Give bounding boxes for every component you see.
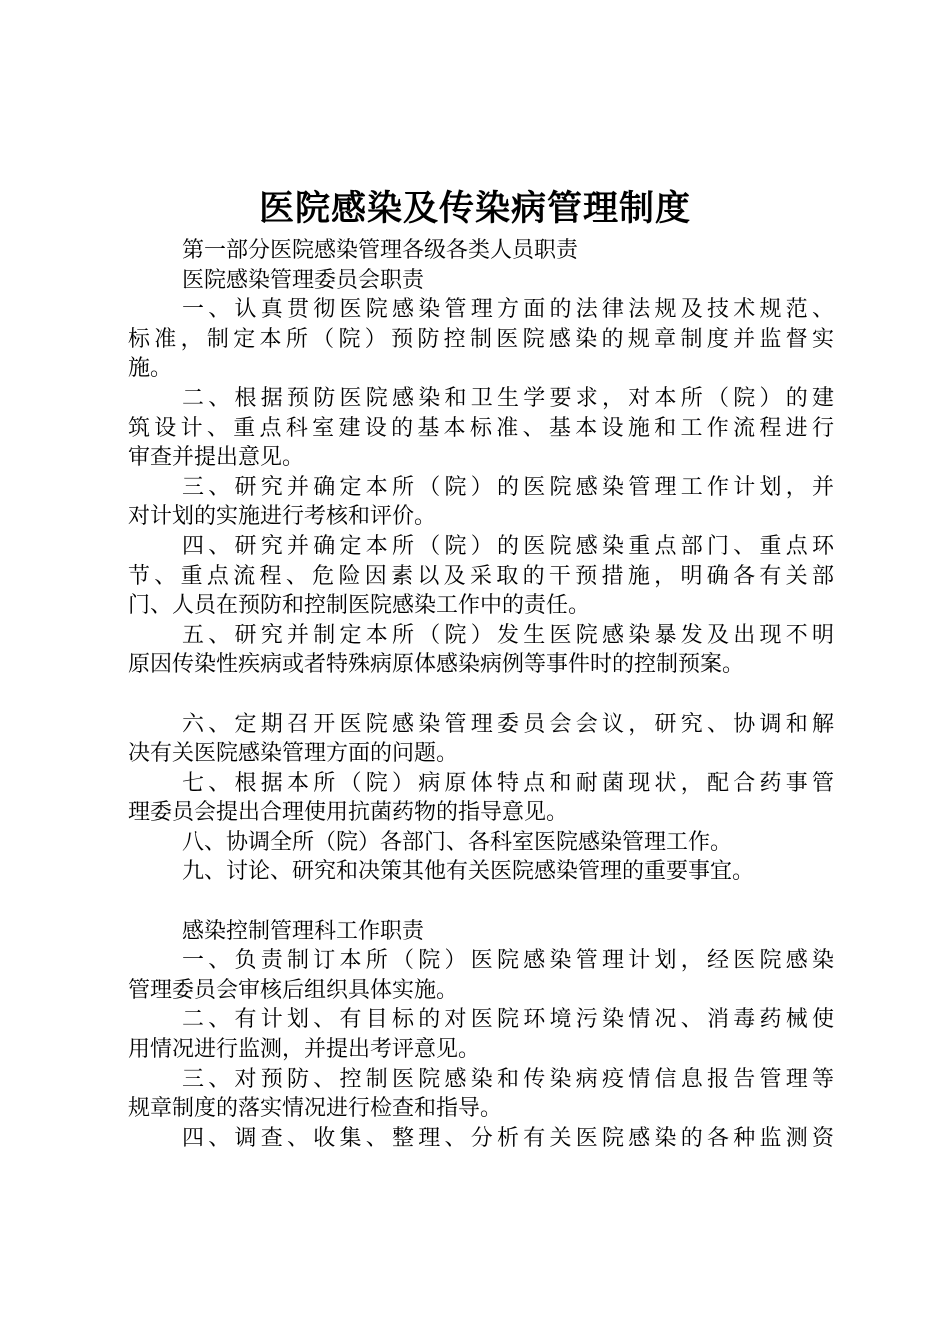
paragraph-line: 五、研究并制定本所（院）发生医院感染暴发及出现不明: [182, 622, 834, 648]
paragraph-line: 原因传染性疾病或者特殊病原体感染病例等事件时的控制预案。: [128, 652, 745, 678]
paragraph-line: 三、研究并确定本所（院）的医院感染管理工作计划，并: [182, 474, 834, 500]
paragraph-line: 一、认真贯彻医院感染管理方面的法律法规及技术规范、: [182, 297, 834, 323]
paragraph-line: 六、定期召开医院感染管理委员会会议，研究、协调和解: [182, 711, 834, 737]
paragraph-line: 门、人员在预防和控制医院感染工作中的责任。: [128, 593, 591, 619]
paragraph-line: 七、根据本所（院）病原体特点和耐菌现状，配合药事管: [182, 770, 834, 796]
blank-line: [128, 680, 834, 710]
paragraph-line: 决有关医院感染管理方面的问题。: [128, 741, 459, 767]
paragraph-line: 八、协调全所（院）各部门、各科室医院感染管理工作。: [182, 829, 733, 855]
subsection-heading: 医院感染管理委员会职责: [182, 267, 425, 293]
paragraph-line: 四、研究并确定本所（院）的医院感染重点部门、重点环: [182, 533, 834, 559]
paragraph-line: 对计划的实施进行考核和评价。: [128, 504, 437, 530]
paragraph-line: 筑设计、重点科室建设的基本标准、基本设施和工作流程进行: [128, 415, 834, 441]
paragraph-line: 施。: [128, 356, 173, 382]
paragraph-line: 审查并提出意见。: [128, 445, 305, 471]
paragraph-line: 节、重点流程、危险因素以及采取的干预措施，明确各有关部: [128, 563, 834, 589]
document-title: 医院感染及传染病管理制度: [258, 188, 691, 229]
section-heading: 第一部分医院感染管理各级各类人员职责: [182, 238, 579, 263]
paragraph-line: 标准，制定本所（院）预防控制医院感染的规章制度并监督实: [128, 326, 834, 352]
paragraph-line: 三、对预防、控制医院感染和传染病疫情信息报告管理等: [182, 1066, 834, 1092]
paragraph-line: 规章制度的落实情况进行检查和指导。: [128, 1096, 503, 1122]
document-body: [128, 236, 834, 1153]
paragraph-line: 管理委员会审核后组织具体实施。: [128, 977, 459, 1003]
paragraph-line: 一、负责制订本所（院）医院感染管理计划，经医院感染: [182, 948, 834, 974]
paragraph-line: 用情况进行监测，并提出考评意见。: [128, 1037, 481, 1063]
paragraph-line: 二、有计划、有目标的对医院环境污染情况、消毒药械使: [182, 1007, 834, 1033]
paragraph-line: 四、调查、收集、整理、分析有关医院感染的各种监测资: [182, 1125, 834, 1151]
subsection-heading: 感染控制管理科工作职责: [182, 918, 425, 944]
paragraph-line: 理委员会提出合理使用抗菌药物的指导意见。: [128, 800, 569, 826]
paragraph-line: 二、根据预防医院感染和卫生学要求，对本所（院）的建: [182, 385, 834, 411]
blank-line: [128, 887, 834, 917]
paragraph-line: 九、讨论、研究和决策其他有关医院感染管理的重要事宜。: [182, 859, 755, 885]
